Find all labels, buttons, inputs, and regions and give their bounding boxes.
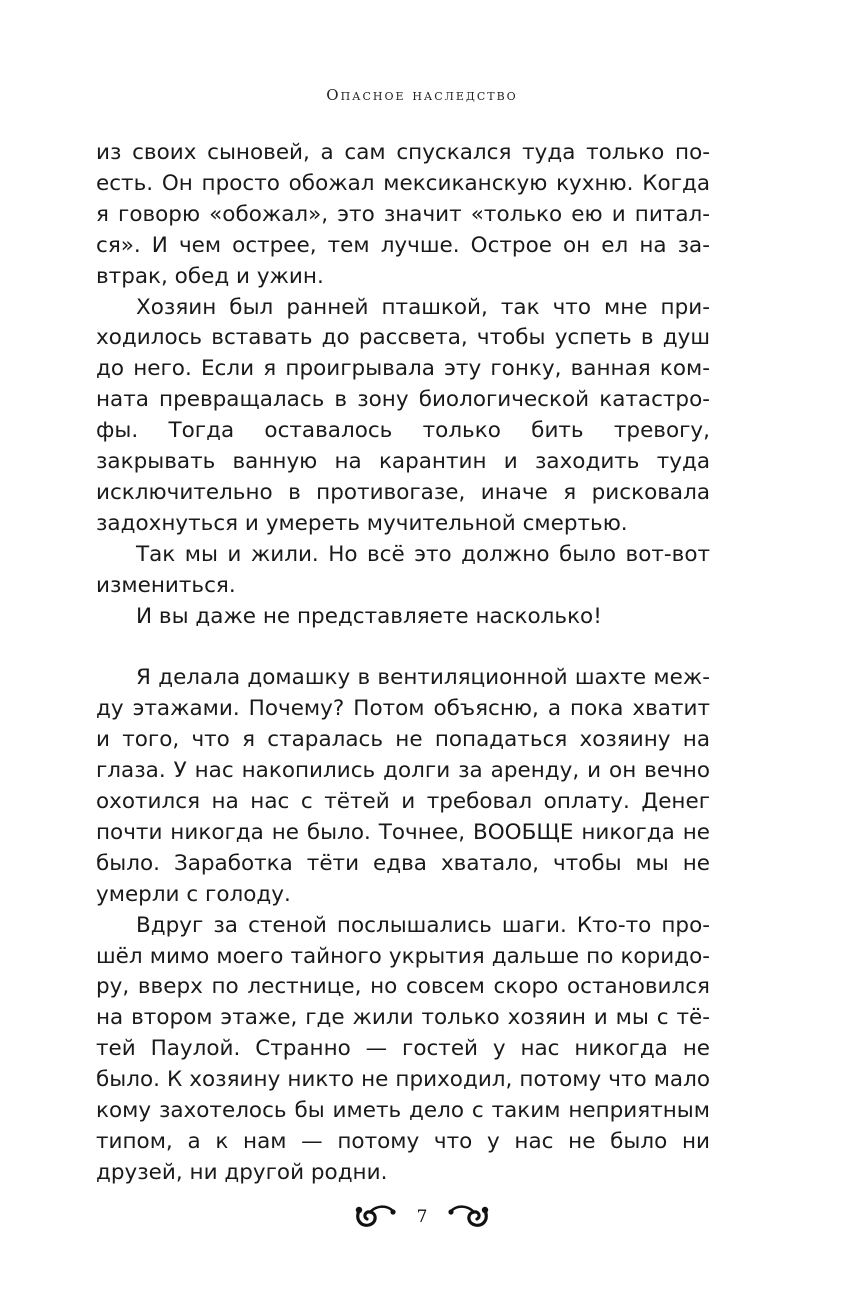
swirl-ornament-icon bbox=[353, 1199, 397, 1231]
paragraph: Хозяин был ранней пташкой, так что мне приходилось вставать до рассвета, чтобы успеть в душ до него. Если я проигрывала эту гонку, ванная комната превращалась в зону биологической катастрофы. Тогда оставалось только бить тревогу, закрывать ванную на карантин и заходить туда исключительно в противогазе, иначе я рисковала задохнуться и умереть мучительной смертью. bbox=[96, 294, 710, 536]
paragraph-continuation: из своих сыновей, а сам спускался туда только поесть. Он просто обожал мексиканскую кухню. Когда я говорю «обожал», это значит «только ею и питался». И чем острее, тем лучше. Острое он ел на завтрак, обед и ужин. bbox=[96, 140, 710, 289]
swirl-ornament-icon bbox=[447, 1199, 491, 1231]
body-text bbox=[96, 138, 710, 1189]
paragraph: Так мы и жили. Но всё это должно было вот-вот измениться. bbox=[96, 541, 710, 598]
paragraph: Вдруг за стеной послышались шаги. Кто-то прошёл мимо моего тайного укрытия дальше по коридору, вверх по лестнице, но совсем скоро остановился на втором этаже, где жили только хозяин и мы с тётей Паулой. Странно — гостей у нас никогда не было. К хозяину никто не приходил, потому что мало кому захотелось бы иметь дело с таким неприятным типом, а к нам — потому что у нас не было ни друзей, ни другой родни. bbox=[96, 912, 710, 1185]
scene-break bbox=[96, 633, 710, 664]
paragraph: Я делала домашку в вентиляционной шахте между этажами. Почему? Потом объясню, а пока хватит и того, что я старалась не попадаться хозяину на глаза. У нас накопились долги за аренду, и он вечно охотился на нас с тётей и требовал оплату. Денег почти никогда не было. Точнее, ВООБЩЕ никогда не было. Заработка тёти едва хватало, чтобы мы не умерли с голоду. bbox=[96, 665, 710, 907]
running-head: Опасное наследство bbox=[326, 86, 518, 104]
folio bbox=[0, 1195, 844, 1235]
paragraph: И вы даже не представляете насколько! bbox=[136, 603, 602, 629]
page-number: 7 bbox=[416, 1207, 428, 1227]
